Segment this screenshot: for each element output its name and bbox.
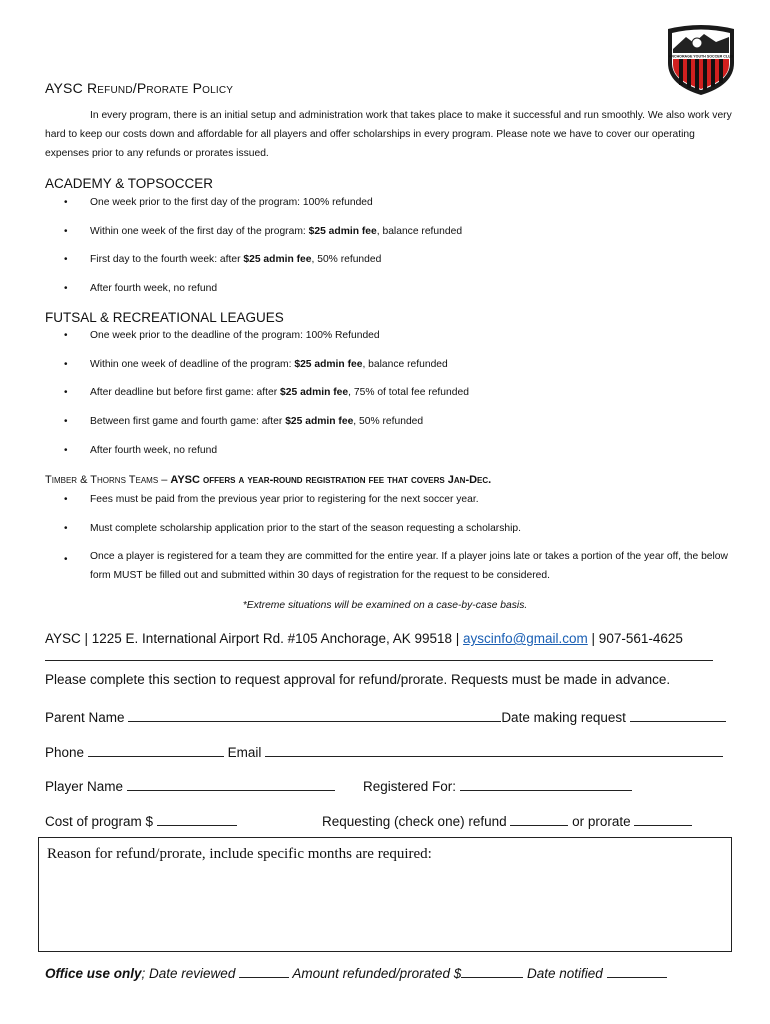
prorate-check-field[interactable] [634,813,692,826]
club-logo [664,23,738,97]
list-item: • Once a player is registered for a team they are committed for the entire year. If a player joins late or takes a portion of the year off, the below form MUST be filled out and submitted within 30 days of registration for the request to be considered. [64,551,728,582]
note-text: *Extreme situations will be examined on a case-by-case basis. [242,600,528,611]
email-field[interactable] [265,744,723,757]
list-item: • Between first game and fourth game: after $25 admin fee, 50% refunded [64,416,424,428]
section-heading-timber: Timber & Thorns Teams – AYSC offers a year-round registration fee that covers Jan-Dec. [45,474,492,486]
phone-email-row: Phone Email [45,744,723,760]
registered-for-row: Registered For: [363,778,632,794]
academy-list [64,196,462,311]
form-instruction: Please complete this section to request approval for refund/prorate. Requests must be made in advance. [45,672,671,687]
list-item: • Fees must be paid from the previous year prior to registering for the next soccer year. [64,494,479,505]
amount-field[interactable] [461,965,523,978]
list-item: • Within one week of the first day of the program: $25 admin fee, balance refunded [64,225,463,237]
date-request-field[interactable] [630,709,726,722]
svg-text:ANCHORAGE YOUTH SOCCER CLUB: ANCHORAGE YOUTH SOCCER CLUB [668,54,734,59]
phone-field[interactable] [88,744,224,757]
intro-paragraph: In every program, there is an initial setup and administration work that takes place to make it successful and run smoothly. We also work very hard to keep our costs down and affordable for all players and offer scholarships in every program. Please note we have to cover our operating expenses prior to any refunds or prorates issued. [45,110,732,159]
parent-name-field[interactable] [128,709,501,722]
registered-for-field[interactable] [460,778,632,791]
futsal-list [64,329,469,472]
parent-name-row: Parent Name Date making request [45,709,726,725]
page-title: AYSC Refund/Prorate Policy [45,80,234,96]
requesting-row: Requesting (check one) refund or prorate [322,813,692,829]
list-item: • After fourth week, no refund [64,444,218,456]
list-item: • One week prior to the deadline of the program: 100% Refunded [64,330,380,341]
date-reviewed-field[interactable] [239,965,289,978]
list-item: • Must complete scholarship application prior to the start of the season requesting a scholarship. [64,522,521,534]
office-use-row: Office use only; Date reviewed Amount refunded/prorated $ Date notified [45,965,667,981]
list-item: • One week prior to the first day of the program: 100% refunded [64,197,373,208]
cost-row: Cost of program $ [45,813,237,829]
list-item: • After fourth week, no refund [64,283,218,295]
list-item: • After deadline but before first game: after $25 admin fee, 75% of total fee refunded [64,387,469,399]
divider [45,660,713,661]
email-link[interactable]: ayscinfo@gmail.com [463,631,588,646]
date-notified-field[interactable] [607,965,667,978]
player-name-field[interactable] [127,778,335,791]
contact-line: AYSC | 1225 E. International Airport Rd. #105 Anchorage, AK 99518 | ayscinfo@gmail.com | 907-561-4625 [45,631,683,646]
list-item: • Within one week of deadline of the program: $25 admin fee, balance refunded [64,358,448,370]
reason-textbox[interactable] [38,837,732,952]
refund-check-field[interactable] [510,813,568,826]
timber-list [64,493,734,588]
reason-label: Reason for refund/prorate, include specific months are required: [47,846,432,862]
section-heading-academy: ACADEMY & TOPSOCCER [45,176,214,191]
cost-field[interactable] [157,813,237,826]
player-name-row: Player Name [45,778,335,794]
section-heading-futsal: FUTSAL & RECREATIONAL LEAGUES [45,310,284,325]
list-item: • First day to the fourth week: after $25 admin fee, 50% refunded [64,254,382,266]
